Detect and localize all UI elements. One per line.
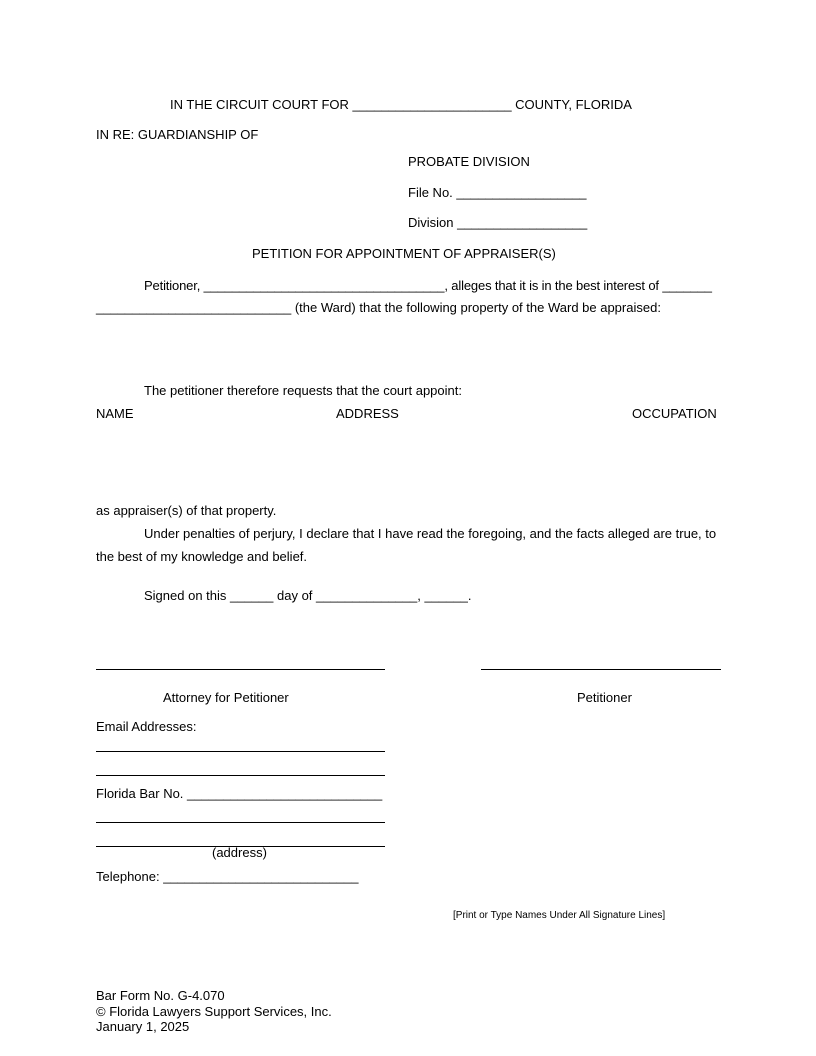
address-line-1	[96, 822, 385, 823]
court-heading: IN THE CIRCUIT COURT FOR ______________________ COUNTY, FLORIDA	[170, 97, 632, 112]
copyright-line: © Florida Lawyers Support Services, Inc.	[96, 1003, 332, 1019]
in-re-heading: IN RE: GUARDIANSHIP OF	[96, 127, 259, 142]
request-line: The petitioner therefore requests that the court appoint:	[144, 383, 462, 398]
email-addresses-label: Email Addresses:	[96, 719, 197, 734]
attorney-signature-line	[96, 669, 385, 670]
bar-form-number: Bar Form No. G-4.070	[96, 988, 225, 1003]
address-label: (address)	[212, 845, 267, 860]
division-heading: PROBATE DIVISION	[408, 154, 530, 169]
florida-bar-number-field: Florida Bar No. ___________________________	[96, 786, 383, 801]
attorney-signature-label: Attorney for Petitioner	[163, 690, 289, 705]
signature-note: [Print or Type Names Under All Signature Lines]	[453, 910, 666, 921]
perjury-line-1: Under penalties of perjury, I declare that I have read the foregoing, and the facts alleged are true, to	[144, 526, 717, 541]
appraisers-line: as appraiser(s) of that property.	[96, 503, 277, 518]
email-line-1	[96, 751, 385, 752]
form-footer	[96, 988, 332, 1035]
file-number-field: File No. __________________	[408, 185, 587, 200]
petitioner-line: Petitioner, __________________________________, alleges that it is in the best interest of _______	[144, 278, 712, 293]
column-header-name: NAME	[96, 406, 134, 421]
division-field: Division __________________	[408, 215, 588, 230]
signed-date-line: Signed on this ______ day of ______________, ______.	[144, 588, 472, 603]
telephone-field: Telephone: ___________________________	[96, 869, 359, 884]
petitioner-signature-label: Petitioner	[577, 690, 632, 705]
email-line-2	[96, 775, 385, 776]
form-date: January 1, 2025	[96, 1019, 190, 1034]
ward-line: ___________________________ (the Ward) that the following property of the Ward be appraised:	[96, 300, 661, 315]
petitioner-signature-line	[481, 669, 721, 670]
column-header-occupation: OCCUPATION	[632, 406, 717, 421]
column-header-address: ADDRESS	[336, 406, 399, 421]
document-title: PETITION FOR APPOINTMENT OF APPRAISER(S)	[252, 246, 556, 261]
perjury-line-2: the best of my knowledge and belief.	[96, 549, 308, 564]
